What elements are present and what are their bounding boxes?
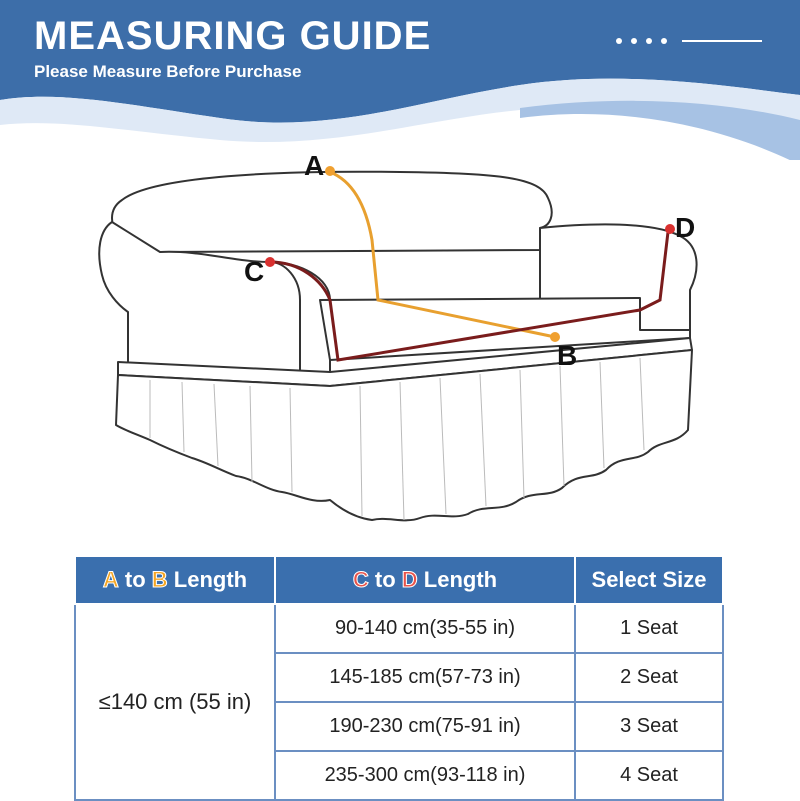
sofa-back — [112, 172, 552, 252]
header-banner — [0, 0, 800, 160]
point-d-dot — [665, 224, 675, 234]
header-ab-length: A to B Length — [75, 556, 275, 604]
seat-size-cell: 2 Seat — [575, 653, 723, 702]
decorative-dots — [616, 38, 762, 44]
page-subtitle: Please Measure Before Purchase — [34, 62, 302, 81]
cd-length-cell: 235-300 cm(93-118 in) — [275, 751, 575, 800]
point-b-label: B — [557, 340, 578, 371]
point-d-label: D — [675, 212, 696, 243]
header-select-size: Select Size — [575, 556, 723, 604]
table-row — [75, 604, 723, 653]
cd-length-cell: 90-140 cm(35-55 in) — [275, 604, 575, 653]
point-c-dot — [265, 257, 275, 267]
cd-length-cell: 190-230 cm(75-91 in) — [275, 702, 575, 751]
cd-length-cell: 145-185 cm(57-73 in) — [275, 653, 575, 702]
ab-length-cell: ≤140 cm (55 in) — [75, 604, 275, 800]
seat-size-cell: 1 Seat — [575, 604, 723, 653]
seat-size-cell: 4 Seat — [575, 751, 723, 800]
header-cd-length: C to D Length — [275, 556, 575, 604]
table-header-row — [75, 556, 723, 604]
point-a-label: A — [304, 150, 325, 181]
point-a-dot — [325, 166, 335, 176]
sofa-diagram — [0, 140, 800, 530]
page-title: MEASURING GUIDE — [34, 14, 432, 58]
point-c-label: C — [244, 256, 265, 287]
seat-size-cell: 3 Seat — [575, 702, 723, 751]
size-table — [74, 555, 724, 801]
